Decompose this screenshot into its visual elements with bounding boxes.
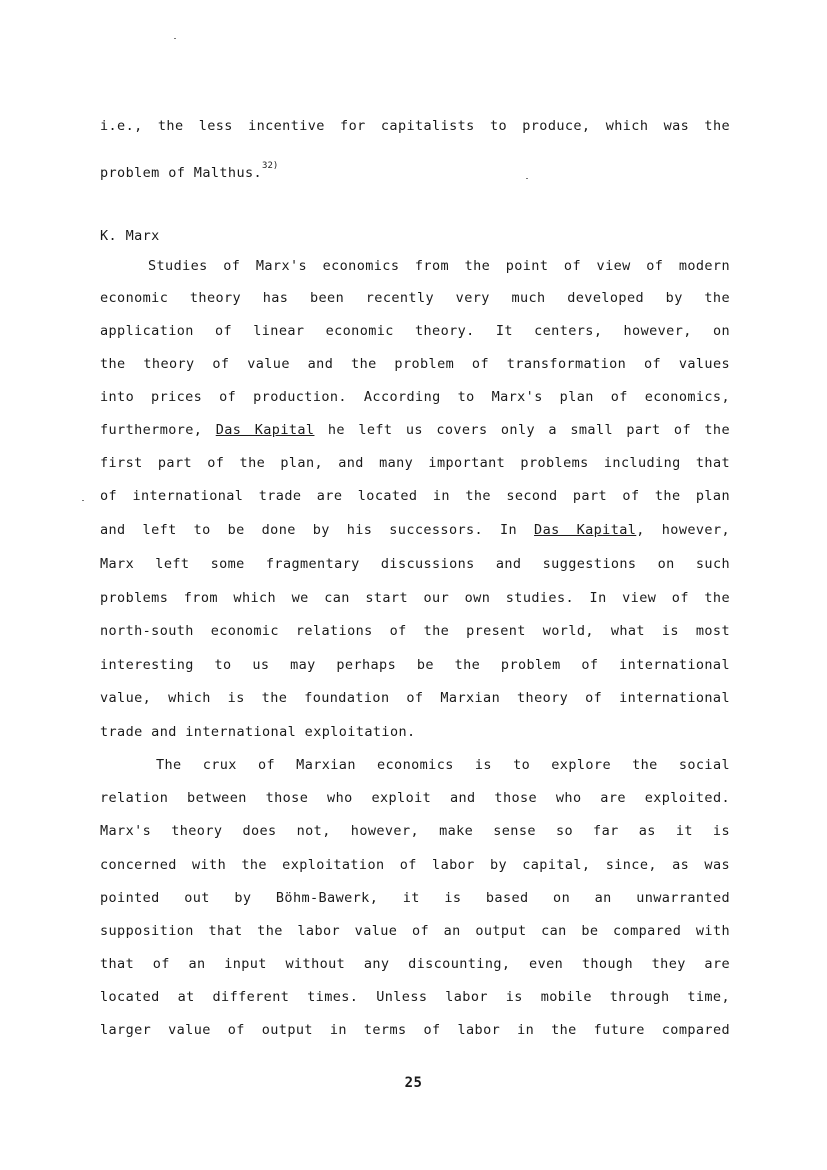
book-title: Das Kapital	[534, 522, 637, 538]
text-line: first part of the plan, and many important problems including that	[100, 455, 730, 471]
text-line: trade and international exploitation.	[100, 724, 416, 740]
text-line: the theory of value and the problem of transformation of values	[100, 356, 730, 372]
text-fragment: furthermore,	[100, 422, 216, 438]
text-line: supposition that the labor value of an output can be compared with	[100, 923, 730, 939]
text-line: larger value of output in terms of labor in the future compared	[100, 1022, 730, 1038]
text-fragment: and left to be done by his successors. In	[100, 522, 535, 538]
text-fragment: problem of Malthus.	[100, 165, 263, 181]
text-line: pointed out by Böhm-Bawerk, it is based on an unwarranted	[100, 890, 730, 906]
text-line: The crux of Marxian economics is to explore the social	[156, 757, 730, 773]
text-line: value, which is the foundation of Marxian theory of international	[100, 690, 730, 706]
text-line: Marx's theory does not, however, make sense so far as it is	[100, 823, 730, 839]
text-line: relation between those who exploit and those who are exploited.	[100, 790, 730, 806]
scan-speck	[82, 500, 84, 501]
text-line: that of an input without any discounting, even though they are	[100, 956, 730, 972]
text-line	[100, 520, 730, 540]
text-line: located at different times. Unless labor is mobile through time,	[100, 989, 730, 1005]
section-heading: K. Marx	[100, 228, 160, 244]
text-line	[100, 156, 730, 183]
text-line: i.e., the less incentive for capitalists to produce, which was the	[100, 118, 730, 134]
page-number: 25	[404, 1075, 423, 1091]
text-line: interesting to us may perhaps be the problem of international	[100, 657, 730, 673]
text-line: north-south economic relations of the present world, what is most	[100, 623, 730, 639]
text-line: Studies of Marx's economics from the point of view of modern	[148, 258, 730, 274]
text-line: application of linear economic theory. It centers, however, on	[100, 323, 730, 339]
text-line: Marx left some fragmentary discussions and suggestions on such	[100, 556, 730, 572]
text-line: into prices of production. According to Marx's plan of economics,	[100, 389, 730, 405]
scan-speck	[174, 38, 176, 39]
text-line: economic theory has been recently very much developed by the	[100, 290, 730, 306]
text-line	[100, 420, 730, 440]
text-fragment: , however,	[636, 522, 731, 538]
text-line: concerned with the exploitation of labor by capital, since, as was	[100, 857, 730, 873]
text-fragment: he left us covers only a small part of the	[314, 422, 730, 438]
text-line: problems from which we can start our own studies. In view of the	[100, 590, 730, 606]
book-title: Das Kapital	[215, 422, 315, 438]
footnote-marker: 32)	[262, 161, 279, 171]
text-line: of international trade are located in the second part of the plan	[100, 488, 730, 504]
